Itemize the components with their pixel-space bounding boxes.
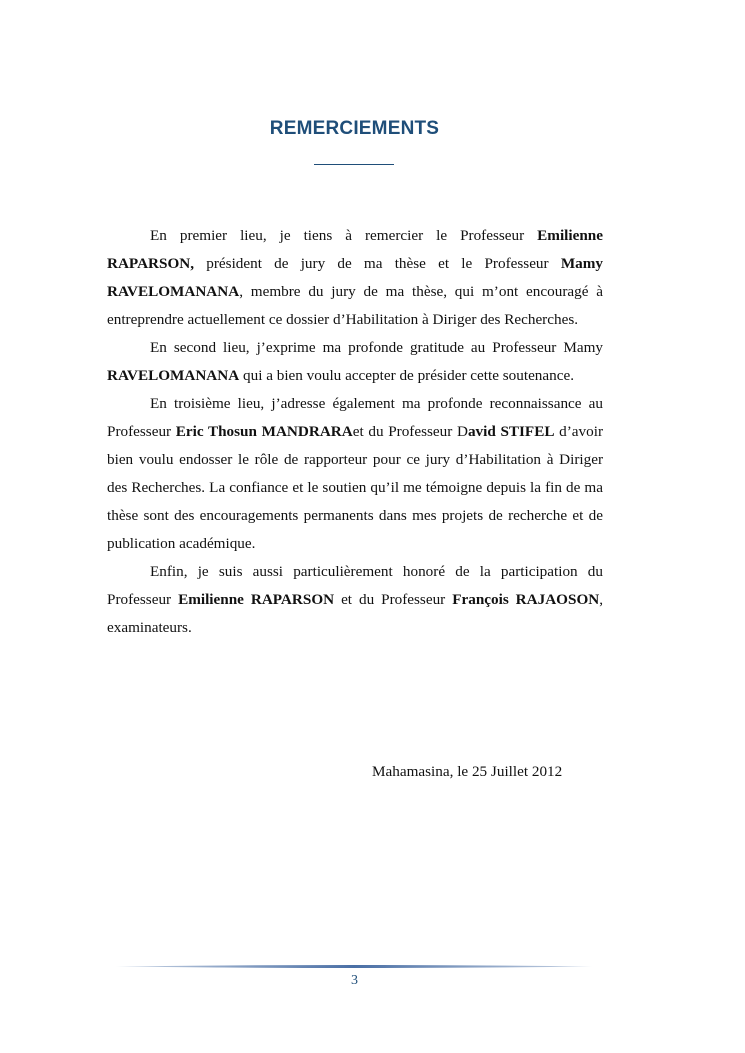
p2-text-a: En second lieu, j’exprime ma profonde gratitude au Professeur Mamy xyxy=(150,339,603,356)
footer-divider xyxy=(116,964,592,969)
p3-text-e: d’avoir bien voulu endosser le rôle de rapporteur pour ce jury d’Habilitation à Diriger des Recherches. La confiance et le soutien qu’il me témoigne depuis la fin de ma thèse sont des encouragements permanents dans mes projets de recherche et de publication académique. xyxy=(107,423,603,552)
paragraph-2 xyxy=(107,334,603,390)
p3-name-mandrara: Eric Thosun MANDRARA xyxy=(175,423,353,440)
page-number: 3 xyxy=(351,973,358,988)
p1-text-a: En premier lieu, je tiens à remercier le Professeur xyxy=(150,227,538,244)
title-underline xyxy=(314,164,394,165)
p1-name-ravelomanana: Mamy RAVELOMANANA xyxy=(107,255,603,300)
p4-name-rajaoson: François RAJAOSON xyxy=(452,591,600,608)
p4-text-e: , examinateurs. xyxy=(107,591,604,636)
signature-place-date: Mahamasina, le 25 Juillet 2012 xyxy=(372,763,563,780)
p3-text-c: et du Professeur D xyxy=(352,423,468,440)
p4-text-a: Enfin, je suis aussi particulièrement honoré de la participation du Professeur xyxy=(107,563,603,608)
p4-name-raparson: Emilienne RAPARSON xyxy=(178,591,335,608)
paragraph-3 xyxy=(107,390,603,558)
paragraph-1 xyxy=(107,222,603,334)
p4-text-c: et du Professeur xyxy=(334,591,453,608)
acknowledgements-body xyxy=(107,222,603,642)
p2-text-c: qui a bien voulu accepter de présider cette soutenance. xyxy=(239,367,575,384)
p3-text-a: En troisième lieu, j’adresse également ma profonde reconnaissance au Professeur xyxy=(107,395,603,440)
p1-name-raparson: Emilienne RAPARSON, xyxy=(107,227,603,272)
p2-name-ravelomanana: RAVELOMANANA xyxy=(107,367,240,384)
p1-text-c: président de jury de ma thèse et le Professeur xyxy=(194,255,561,272)
p3-name-stifel: avid STIFEL xyxy=(467,423,555,440)
p1-text-e: , membre du jury de ma thèse, qui m’ont encouragé à entreprendre actuellement ce dossier d’Habilitation à Diriger des Recherches. xyxy=(107,283,603,328)
page-title: REMERCIEMENTS xyxy=(269,118,440,139)
paragraph-4 xyxy=(107,558,603,642)
